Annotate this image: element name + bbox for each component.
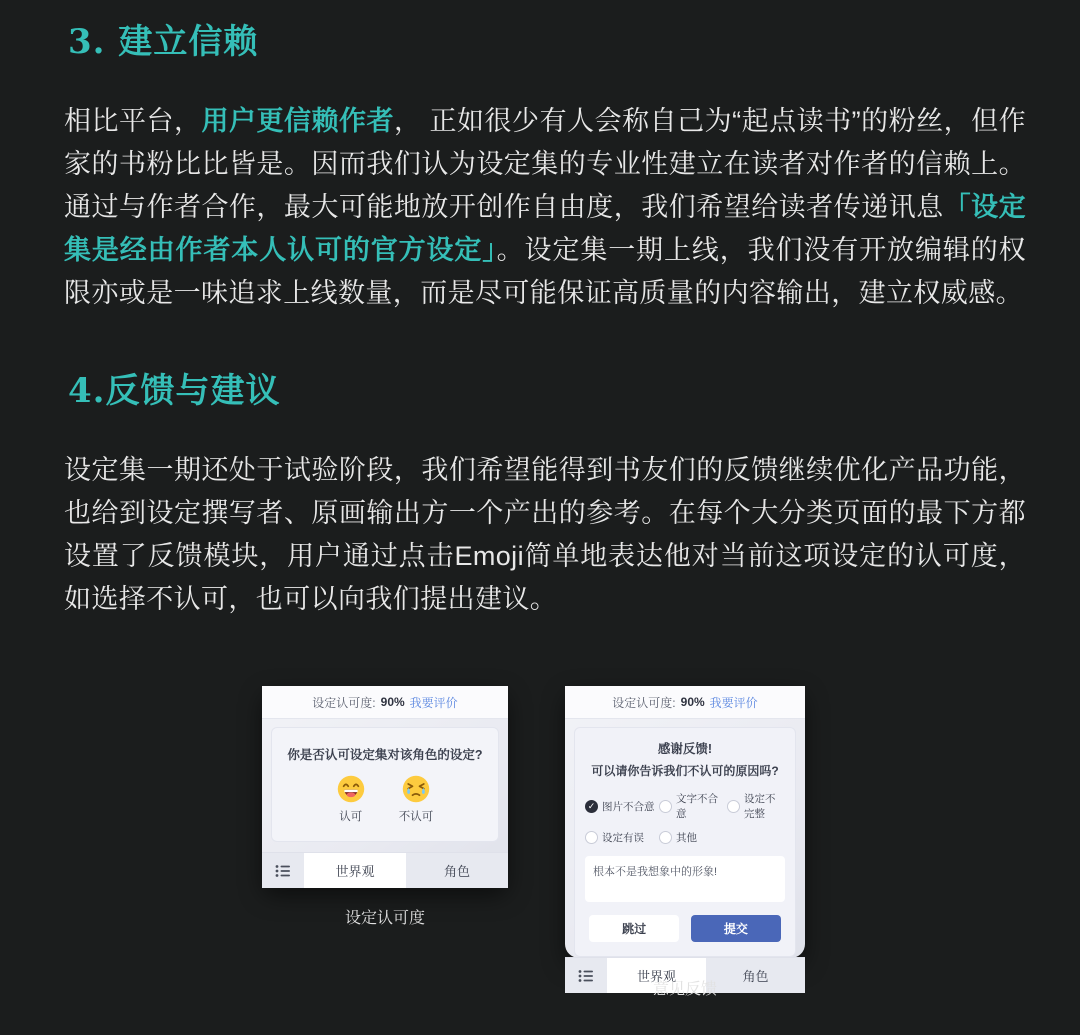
rating-value: 90%: [380, 695, 405, 709]
rating-label: 设定认可度:: [312, 695, 376, 710]
approval-question: 你是否认可设定集对该角色的设定?: [287, 748, 483, 762]
feedback-panel: [574, 727, 796, 957]
reason-image-unsatisfying[interactable]: [585, 791, 659, 821]
rating-label: 设定认可度:: [612, 695, 676, 710]
reason-label: 设定有误: [602, 832, 644, 844]
radio-icon[interactable]: [659, 831, 672, 844]
reason-setting-wrong[interactable]: [585, 830, 659, 845]
feedback-reasons: [585, 791, 785, 845]
approve-label: 认可: [339, 811, 363, 823]
submit-button[interactable]: 提交: [691, 915, 781, 942]
p1-text: 相比平台，: [64, 106, 202, 136]
p1-highlight-users-trust-authors: 用户更信赖作者: [201, 106, 395, 136]
reason-text-unsatisfying[interactable]: [659, 791, 727, 821]
rating-value: 90%: [680, 695, 705, 709]
reason-setting-incomplete[interactable]: [727, 791, 785, 821]
section-3-heading: 3. 建立信赖: [68, 22, 259, 62]
section-4-heading: 4.反馈与建议: [68, 371, 281, 411]
disapprove-label: 不认可: [398, 811, 434, 823]
p1-text: 。设定集一期上线，我们没有开放编辑的权限亦或是一味追求上线数量，而是尽可能保证高质量的内容输出，建立权威感。: [64, 235, 1026, 308]
feedback-thanks-title: 感谢反馈!: [657, 742, 713, 756]
rate-now-link[interactable]: 我要评价: [409, 695, 458, 710]
reason-other[interactable]: [659, 830, 727, 845]
reason-label: 图片不合意: [602, 800, 655, 813]
p1-text: ， 正如很少有人会称自己为“起点读书”的粉丝，但作家的书粉比比皆是。因而我们认为设定集的专业性建立在读者对作者的信赖上。通过与作者合作，最大可能地放开创作自由度，我们希望给读者传递讯息: [64, 106, 1026, 222]
radio-icon[interactable]: [585, 831, 598, 844]
radio-icon[interactable]: [659, 800, 672, 813]
feedback-actions: [585, 915, 785, 944]
reason-label: 设定不完整: [744, 793, 776, 820]
tab-character[interactable]: 角色: [443, 864, 470, 879]
reason-label: 文字不合意: [676, 793, 718, 820]
approve-option[interactable]: [337, 775, 365, 824]
rate-now-link[interactable]: 我要评价: [709, 695, 758, 710]
paragraph-trust: [64, 100, 1026, 315]
feedback-reason-question: 可以请你告诉我们不认可的原因吗?: [591, 764, 779, 778]
skip-button[interactable]: 跳过: [589, 915, 679, 942]
disapprove-option[interactable]: [399, 775, 434, 824]
tab-character[interactable]: 角色: [742, 969, 769, 984]
paragraph-feedback: 设定集一期还处于试验阶段，我们希望能得到书友们的反馈继续优化产品功能，也给到设定撰写者、原画输出方一个产出的参考。在每个大分类页面的最下方都设置了反馈模块，用户通过点击Emoji简单地表达他对当前这项设定的认可度，如选择不认可，也可以向我们提出建议。: [64, 455, 1026, 614]
happy-emoji-icon: [337, 775, 365, 803]
tab-worldview[interactable]: 世界观: [304, 853, 406, 888]
approval-tab-bar: [262, 852, 508, 888]
feedback-card-caption: 意见反馈: [652, 981, 717, 998]
approval-question-panel: [271, 727, 499, 842]
emoji-options-row: [337, 775, 434, 824]
radio-checked-icon[interactable]: ✓: [585, 800, 598, 813]
approval-card-caption: 设定认可度: [344, 910, 425, 927]
approval-body: [262, 719, 508, 852]
feedback-card: [565, 686, 805, 984]
crying-emoji-icon: [402, 775, 430, 803]
approval-card: [262, 686, 508, 888]
p1-highlight-official-setting: 「设定集是经由作者本人认可的官方设定」: [64, 192, 1026, 265]
figures-area: [0, 686, 1080, 1035]
reason-label: 其他: [676, 832, 697, 844]
tab-worldview[interactable]: 世界观: [607, 958, 706, 993]
catalog-list-icon[interactable]: [262, 853, 304, 888]
feedback-rating-bar: [565, 686, 805, 719]
suggestion-input[interactable]: 根本不是我想象中的形象!: [585, 856, 785, 902]
radio-icon[interactable]: [727, 800, 740, 813]
approval-rating-bar: [262, 686, 508, 719]
